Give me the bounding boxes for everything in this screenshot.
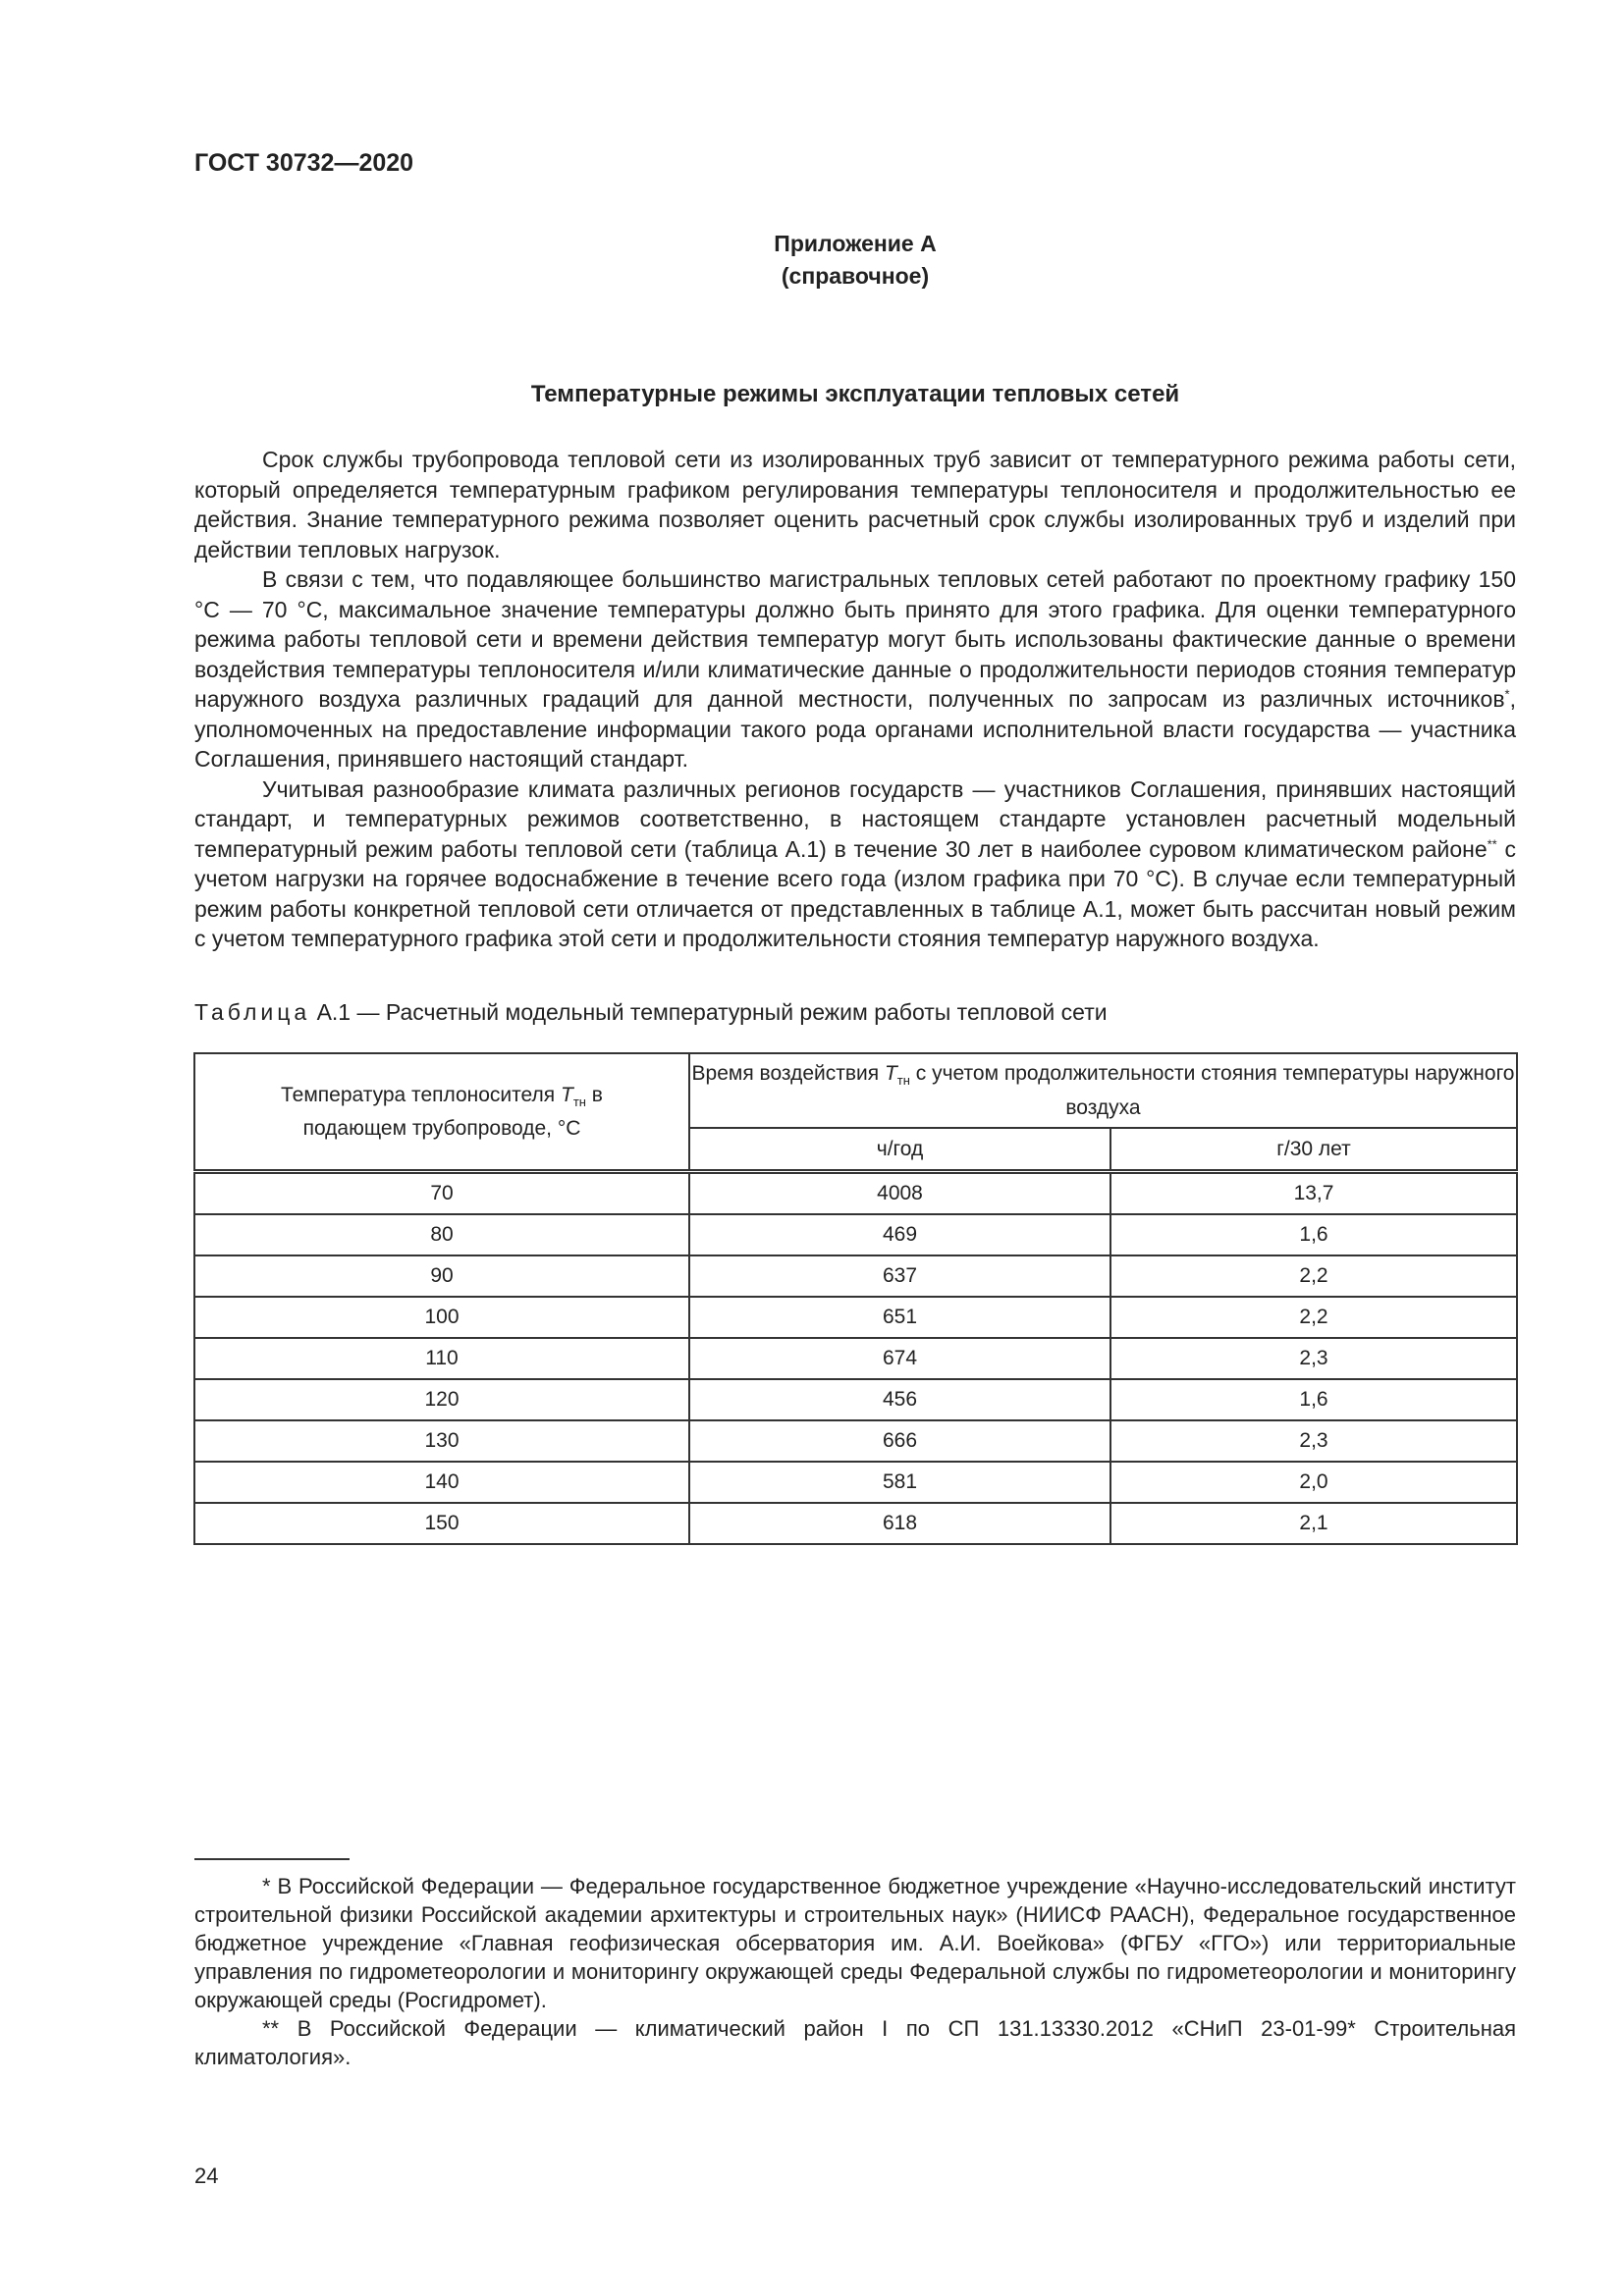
footnote-mark-1: *: [1504, 686, 1510, 702]
page-number: 24: [194, 2163, 219, 2188]
header-exposure-time: Время воздействия $T_{тн}$ с учетом продолжительности стояния температуры наружного воздуха: [689, 1053, 1517, 1128]
appendix-type: (справочное): [781, 263, 930, 289]
footnote-2: ** В Российской Федерации — климатический район I по СП 131.13330.2012 «СНиП 23-01-99* Строительная климатология».: [194, 2016, 1516, 2069]
table-row: [194, 1503, 1517, 1544]
appendix-label: Приложение А: [774, 231, 937, 256]
table-row: [194, 1462, 1517, 1503]
cell-years: 2,0: [1110, 1462, 1517, 1503]
cell-years: 2,3: [1110, 1338, 1517, 1379]
paragraph-1: Срок службы трубопровода тепловой сети из изолированных труб зависит от температурного режима работы сети, который определяется температурным графиком регулирования температуры теплоносителя и продолжительностью ее действия. Знание температурного режима позволяет оценить расчетный срок службы изолированных труб и изделий при действии тепловых нагрузок.: [194, 447, 1516, 562]
cell-hours: 674: [689, 1338, 1110, 1379]
cell-years: 1,6: [1110, 1214, 1517, 1255]
cell-hours: 651: [689, 1297, 1110, 1338]
cell-hours: 4008: [689, 1172, 1110, 1215]
cell-hours: 469: [689, 1214, 1110, 1255]
footnote-separator: [194, 1858, 350, 1860]
paragraph-2: [194, 564, 1516, 774]
cell-hours: 581: [689, 1462, 1110, 1503]
footnote-mark-2: **: [1487, 835, 1497, 851]
header-hours-per-year: ч/год: [689, 1128, 1110, 1172]
footnote-1: * В Российской Федерации — Федеральное государственное бюджетное учреждение «Научно-исследовательский институт строительной физики Российской академии архитектуры и строительных наук» (НИИСФ РААСН), Федеральное государственное бюджетное учреждение «Главная геофизическая обсерватория им. А.И. Воейкова» (ФГБУ «ГГО») или территориальные управления по гидрометеорологии и мониторингу окружающей среды Федеральной службы по гидрометеорологии и мониторингу окружающей среды (Росгидромет).: [194, 1874, 1516, 2012]
cell-years: 2,2: [1110, 1255, 1517, 1297]
table-row: [194, 1255, 1517, 1297]
table-row: [194, 1172, 1517, 1215]
cell-temperature: 80: [194, 1214, 689, 1255]
cell-hours: 456: [689, 1379, 1110, 1420]
cell-temperature: 100: [194, 1297, 689, 1338]
table-row: [194, 1338, 1517, 1379]
table-row: [194, 1214, 1517, 1255]
paragraph-2-text: В связи с тем, что подавляющее большинство магистральных тепловых сетей работают по проектному графику 150 °С — 70 °С, максимальное значение температуры должно быть принято для этого графика. Для оценки температурного режима работы тепловой сети и времени действия температур могут быть использованы фактические данные о времени воздействия температуры теплоносителя и/или климатические данные о продолжительности периодов стояния температур наружного воздуха различных градаций для данной местности, полученных по запросам из различных источников: [194, 566, 1516, 712]
cell-temperature: 150: [194, 1503, 689, 1544]
paragraph-3: [194, 774, 1516, 954]
temperature-regime-table: [193, 1052, 1518, 1545]
appendix-heading: [194, 228, 1516, 293]
header-years-per-30: г/30 лет: [1110, 1128, 1517, 1172]
section-title: Температурные режимы эксплуатации тепловых сетей: [530, 381, 1180, 407]
table-row: [194, 1420, 1517, 1462]
cell-years: 1,6: [1110, 1379, 1517, 1420]
table-caption: [194, 999, 1108, 1026]
table-row: [194, 1297, 1517, 1338]
cell-temperature: 120: [194, 1379, 689, 1420]
table-row: [194, 1379, 1517, 1420]
cell-years: 2,2: [1110, 1297, 1517, 1338]
document-code: ГОСТ 30732—2020: [194, 149, 414, 177]
paragraph-2-text-continued: , уполномоченных на предоставление информации такого рода органами исполнительной власти государства — участника Соглашения, принявшего настоящий стандарт.: [194, 686, 1516, 772]
body-text: [194, 445, 1516, 954]
cell-temperature: 140: [194, 1462, 689, 1503]
paragraph-3-text-continued: с учетом нагрузки на горячее водоснабжение в течение всего года (излом графика при 70 °С). В случае если температурный режим работы конкретной тепловой сети отличается от представленных в таблице А.1, может быть рассчитан новый режим с учетом температурного графика этой сети и продолжительности стояния температур наружного воздуха.: [194, 835, 1516, 951]
paragraph-3-text: Учитывая разнообразие климата различных регионов государств — участников Соглашения, принявших настоящий стандарт, и температурных режимов соответственно, в настоящем стандарте установлен расчетный модельный температурный режим работы тепловой сети (таблица А.1) в течение 30 лет в наиболее суровом климатическом районе: [194, 775, 1516, 862]
table-body: [194, 1172, 1517, 1545]
table-caption-text: А.1 — Расчетный модельный температурный режим работы тепловой сети: [316, 999, 1108, 1025]
footnotes: [194, 1872, 1516, 2071]
header-temperature: Температура теплоносителя $T_{тн}$ в подающем трубопроводе, °С: [194, 1053, 689, 1172]
cell-years: 2,3: [1110, 1420, 1517, 1462]
cell-years: 13,7: [1110, 1172, 1517, 1215]
table-caption-word: Таблица: [194, 999, 311, 1025]
cell-temperature: 90: [194, 1255, 689, 1297]
cell-years: 2,1: [1110, 1503, 1517, 1544]
cell-temperature: 130: [194, 1420, 689, 1462]
cell-hours: 618: [689, 1503, 1110, 1544]
cell-hours: 637: [689, 1255, 1110, 1297]
cell-temperature: 70: [194, 1172, 689, 1215]
cell-temperature: 110: [194, 1338, 689, 1379]
cell-hours: 666: [689, 1420, 1110, 1462]
